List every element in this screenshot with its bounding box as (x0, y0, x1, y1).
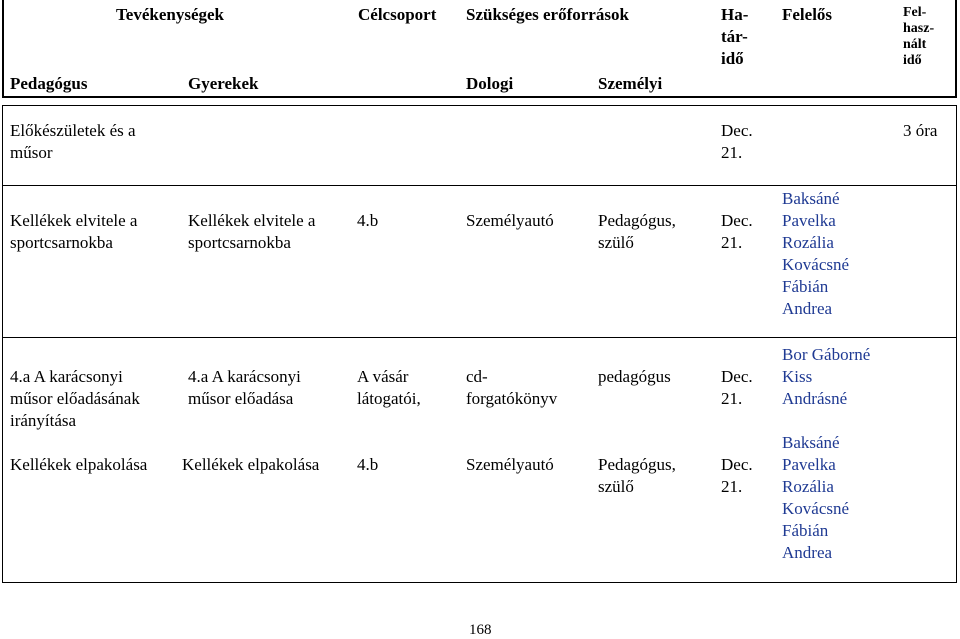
row4-deadline-1: Dec. (721, 455, 753, 474)
row3-deadline-1: Dec. (721, 367, 753, 386)
header-time-used-1: Fel- (903, 5, 927, 20)
row4-responsible-6: Andrea (782, 543, 833, 562)
row4-personal-2: szülő (598, 477, 634, 496)
row4-deadline-2: 21. (721, 477, 743, 496)
row4-responsible-5: Fábián (782, 521, 829, 540)
row2-responsible-1: Baksáné (782, 189, 840, 208)
row1-teacher-1: Előkészületek és a (10, 121, 136, 140)
row4-children: Kellékek elpakolása (182, 455, 320, 474)
header-responsible: Felelős (782, 5, 833, 24)
row2-children-2: sportcsarnokba (188, 233, 291, 252)
row2-children-1: Kellékek elvitele a (188, 211, 316, 230)
row3-teacher-3: irányítása (10, 411, 77, 430)
header-children: Gyerekek (188, 74, 259, 93)
row2-responsible-6: Andrea (782, 299, 833, 318)
row3-responsible-1: Bor Gáborné (782, 345, 871, 364)
row2-material: Személyautó (466, 211, 554, 230)
header-material: Dologi (466, 74, 514, 93)
row1-time-used: 3 óra (903, 121, 938, 140)
row4-personal-1: Pedagógus, (598, 455, 676, 474)
row2-responsible-2: Pavelka (782, 211, 836, 230)
header-time-used-3: nált (903, 37, 927, 52)
row2-deadline-2: 21. (721, 233, 743, 252)
row4-teacher: Kellékek elpakolása (10, 455, 148, 474)
row3-material-1: cd- (466, 367, 488, 386)
row3-teacher-1: 4.a A karácsonyi (10, 367, 123, 386)
header-time-used-2: hasz- (903, 21, 935, 36)
row1-deadline-1: Dec. (721, 121, 753, 140)
row1-teacher-2: műsor (10, 143, 53, 162)
row2-deadline-1: Dec. (721, 211, 753, 230)
header-deadline-1: Ha- (721, 5, 749, 24)
row2-responsible-5: Fábián (782, 277, 829, 296)
row1-deadline-2: 21. (721, 143, 743, 162)
row4-responsible-1: Baksáné (782, 433, 840, 452)
row3-responsible-2: Kiss (782, 367, 813, 386)
row2-teacher-1: Kellékek elvitele a (10, 211, 138, 230)
row3-target-2: látogatói, (357, 389, 421, 408)
header-target-group: Célcsoport (358, 5, 437, 24)
header-teacher: Pedagógus (10, 74, 88, 93)
header-deadline-3: idő (721, 49, 744, 68)
header-time-used-4: idő (903, 53, 922, 68)
row3-responsible-3: Andrásné (782, 389, 848, 408)
header-resources: Szükséges erőforrások (466, 5, 629, 24)
row4-responsible-2: Pavelka (782, 455, 836, 474)
row-divider (2, 337, 957, 338)
row3-material-2: forgatókönyv (466, 389, 558, 408)
row4-responsible-4: Kovácsné (782, 499, 850, 518)
row3-target-1: A vásár (357, 367, 409, 386)
row4-target: 4.b (357, 455, 379, 474)
row2-personal-1: Pedagógus, (598, 211, 676, 230)
row4-responsible-3: Rozália (782, 477, 834, 496)
row2-personal-2: szülő (598, 233, 634, 252)
header-activities: Tevékenységek (116, 5, 224, 24)
header-deadline-2: tár- (721, 27, 748, 46)
row-divider (2, 185, 957, 186)
row3-deadline-2: 21. (721, 389, 743, 408)
row4-material: Személyautó (466, 455, 554, 474)
header-personal: Személyi (598, 74, 663, 93)
row3-children-2: műsor előadása (188, 389, 294, 408)
row2-responsible-4: Kovácsné (782, 255, 850, 274)
row3-teacher-2: műsor előadásának (10, 389, 140, 408)
page-number: 168 (469, 622, 492, 638)
row3-children-1: 4.a A karácsonyi (188, 367, 301, 386)
row3-personal: pedagógus (598, 367, 671, 386)
row2-target: 4.b (357, 211, 379, 230)
row2-teacher-2: sportcsarnokba (10, 233, 113, 252)
row2-responsible-3: Rozália (782, 233, 834, 252)
